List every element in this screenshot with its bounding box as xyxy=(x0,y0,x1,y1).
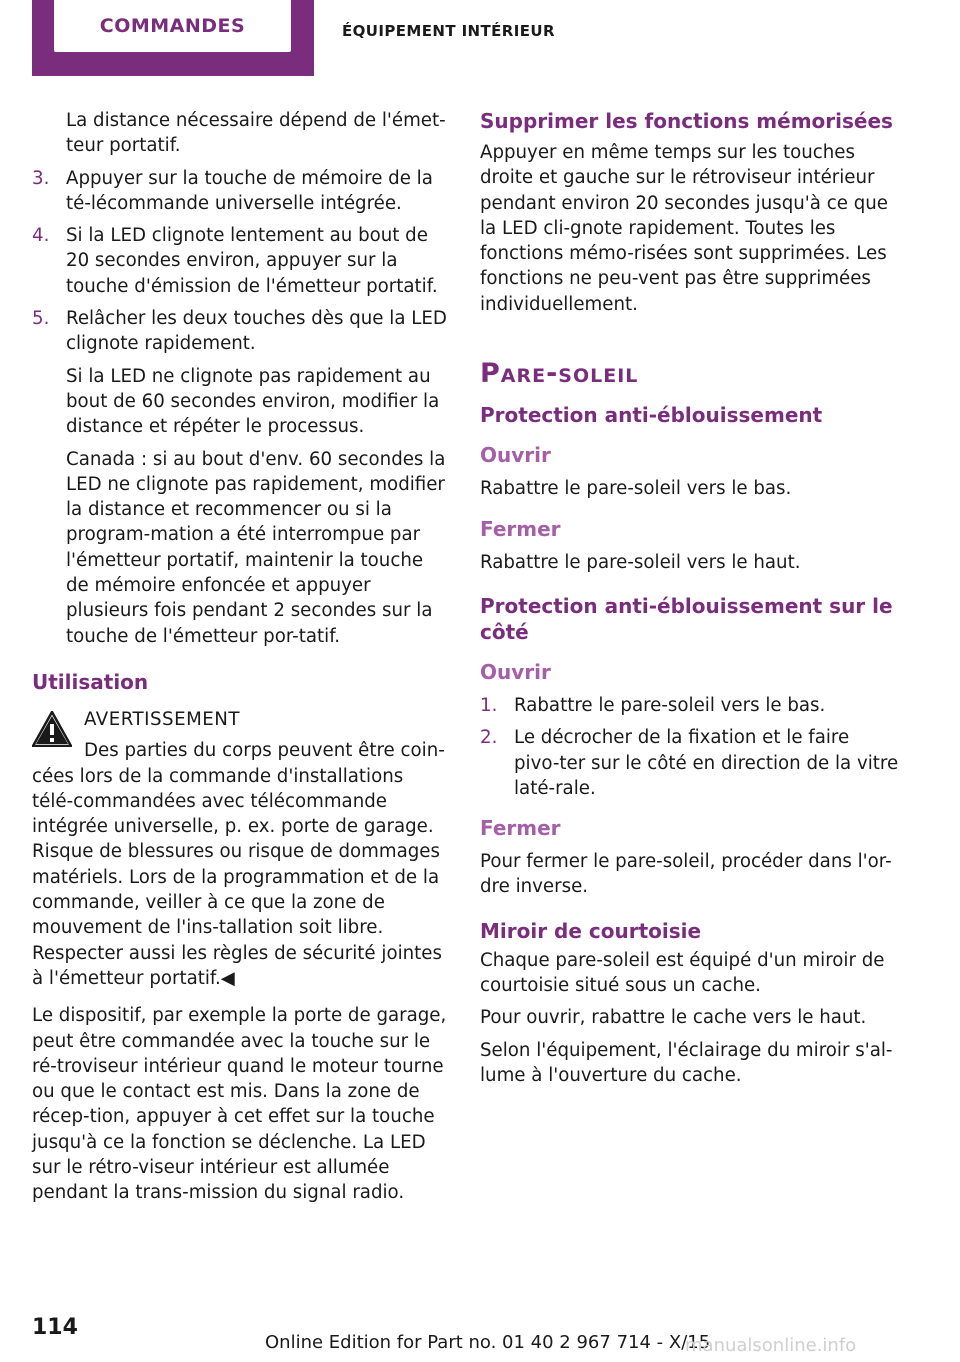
mirror-paragraph: Selon l'équipement, l'éclairage du miroir s'al-lume à l'ouverture du cache. xyxy=(480,1039,893,1086)
dispositif-paragraph: Le dispositif, par exemple la porte de garage, peut être commandée avec la touche sur le ré-troviseur intérieur quand le moteur tourne ou que le contact est mis. Dans la zone de récep-tion, appuyer à cet effet sur la touche jusqu'à ce la fonction se déclenche. La LED sur le rétro-viseur intérieur est allumée pendant la trans-mission du signal radio. xyxy=(32,1005,447,1204)
delete-paragraph: Appuyer en même temps sur les touches droite et gauche sur le rétroviseur intérieur pendant environ 20 secondes jusqu'à ce que la LED cli-gnote rapidement. Toutes les fonctions mémo-risées sont supprimées. Les fonctions ne peu-vent pas être supprimées individuellement. xyxy=(480,142,888,315)
step-number: 3. xyxy=(32,167,50,189)
edition-footer: Online Edition for Part no. 01 40 2 967 714 - X/15 xyxy=(265,1332,711,1353)
list-item xyxy=(32,306,448,357)
side-close-text: Pour fermer le pare-soleil, procéder dans l'or-dre inverse. xyxy=(480,851,892,898)
section-label: ÉQUIPEMENT INTÉRIEUR xyxy=(342,22,555,40)
left-column xyxy=(32,108,448,1213)
warning-title: AVERTISSEMENT xyxy=(84,708,240,730)
close-subheading: Fermer xyxy=(480,516,561,541)
step-number: 2. xyxy=(480,727,498,749)
mirror-paragraph: Chaque pare-soleil est équipé d'un miroir de courtoisie situé sous un cache. xyxy=(480,949,885,997)
list-item xyxy=(32,166,448,217)
section-heading-utilisation: Utilisation xyxy=(32,669,149,694)
list-item xyxy=(32,223,448,299)
step-number: 4. xyxy=(32,225,50,247)
delete-heading: Supprimer les fonctions mémorisées xyxy=(480,109,893,133)
mirror-heading: Miroir de courtoisie xyxy=(480,918,702,943)
warning-triangle-icon xyxy=(32,711,72,747)
side-close-subheading: Fermer xyxy=(480,816,561,841)
step-text: Rabattre le pare-soleil vers le bas. xyxy=(514,694,826,716)
page-title: Pare-soleil xyxy=(480,358,639,390)
intro-continuation: La distance nécessaire dépend de l'émet-teur portatif. xyxy=(66,110,446,157)
step-number: 5. xyxy=(32,308,50,330)
open-subheading: Ouvrir xyxy=(480,443,551,468)
right-column xyxy=(480,108,900,1095)
close-text: Rabattre le pare-soleil vers le haut. xyxy=(480,551,801,573)
chapter-tab-label: COMMANDES xyxy=(54,0,291,52)
list-item xyxy=(480,693,900,718)
mirror-paragraph: Pour ouvrir, rabattre le cache vers le haut. xyxy=(480,1007,867,1029)
step-text: Si la LED clignote lentement au bout de 20 secondes environ, appuyer sur la touche d'émission de l'émetteur portatif. xyxy=(66,225,438,297)
end-mark-icon: ◀ xyxy=(220,967,235,989)
step-text: Le décrocher de la fixation et le faire pivo-ter sur le côté en direction de la vitre laté-rale. xyxy=(514,727,899,799)
step-number: 1. xyxy=(480,694,498,716)
chapter-tab xyxy=(32,0,314,76)
step-text: Relâcher les deux touches dès que la LED clignote rapidement. xyxy=(66,308,447,355)
watermark: manualsonline.info xyxy=(685,1335,857,1356)
glare-heading: Protection anti-éblouissement xyxy=(480,403,823,428)
warning-text xyxy=(32,764,448,992)
step-text: Appuyer sur la touche de mémoire de la té-lécommande universelle intégrée. xyxy=(66,167,433,214)
list-item xyxy=(480,725,900,801)
step-note-canada: Canada : si au bout d'env. 60 secondes la LED ne clignote pas rapidement, modifier la distance et recommencer ou si la program-mation a été interrompue par l'émetteur portatif, maintenir la touche de mémoire enfoncée et appuyer plusieurs fois pendant 2 secondes sur la touche de l'émetteur por-tatif. xyxy=(66,448,446,647)
side-glare-heading: Protection anti-éblouissement sur le côté xyxy=(480,593,893,644)
side-open-subheading: Ouvrir xyxy=(480,659,551,684)
open-text: Rabattre le pare-soleil vers le bas. xyxy=(480,478,792,500)
step-note: Si la LED ne clignote pas rapidement au bout de 60 secondes environ, modifier la distance et répéter le processus. xyxy=(66,365,440,438)
page-header xyxy=(0,0,960,80)
warning-text-first: Des parties du corps peuvent être coin- xyxy=(84,740,445,762)
warning-text-rest: cées lors de la commande d'installations télé-commandées avec télécommande intégrée universelle, p. ex. porte de garage. Risque de blessures ou risque de dommages matériels. Lors de la programmation et de la commande, veiller à ce que la zone de mouvement de l'ins-tallation soit libre. Respecter aussi les règles de sécurité jointes à l'émetteur portatif. xyxy=(32,765,442,989)
page-number: 114 xyxy=(32,1315,78,1340)
warning-block xyxy=(32,707,448,991)
